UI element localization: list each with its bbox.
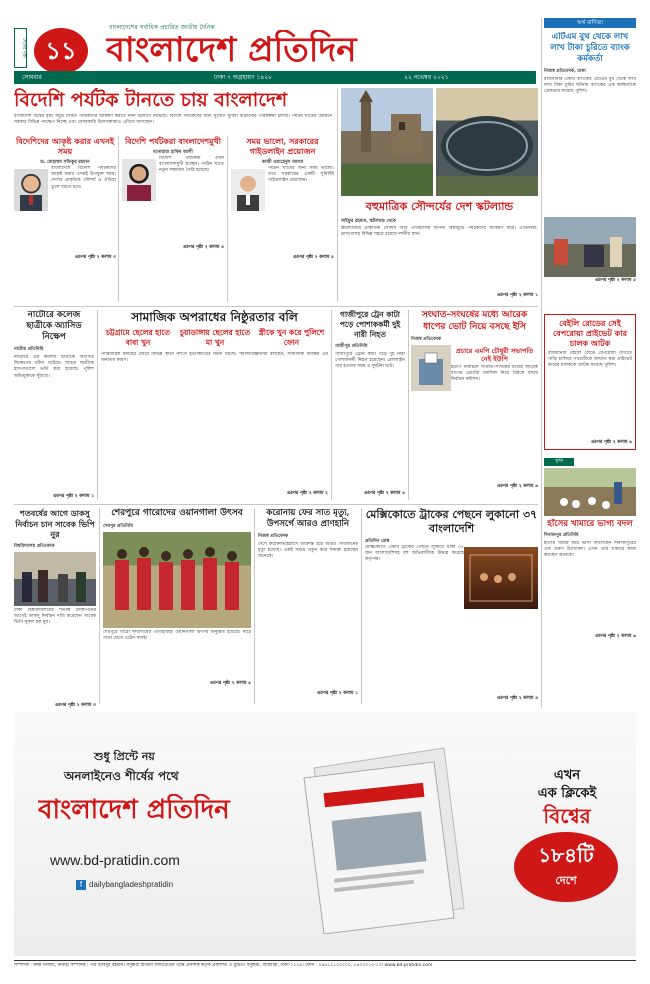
opinion-3-photo	[231, 169, 265, 211]
story-crime-sub1: চট্টগ্রামে ছেলের হাতে বাবা খুন	[105, 328, 171, 347]
sidebar-section-label: অর্থ বাণিজ্য	[544, 18, 636, 28]
story-covid-byline: নিজস্ব প্রতিবেদক	[258, 534, 289, 539]
divider	[118, 136, 119, 302]
opinion-2-photo	[122, 159, 156, 201]
story-ducsu-text: ঢাকা বিশ্ববিদ্যালয়ের শতবর্ষ উদযাপনের আগেই ডাকসু নির্বাচন দাবি করেছেন সাবেক ভিপি নুরুল হক নুর।	[14, 607, 96, 625]
scotland-photo-1	[341, 88, 433, 196]
story-train-headline: গাজীপুরে ট্রেন কাটা পড়ে পোশাককর্মী দুই নারী নিহত	[339, 310, 401, 339]
story-covid-more[interactable]: এরপর পৃষ্ঠা ২ কলাম ১	[316, 691, 358, 696]
imprint: সম্পাদক : নঈম নিজাম, নির্বাহী সম্পাদক : পীর হাবিবুর রহমান। বসুন্ধরা মিডিয়া লিমিটেডের পক্ষে প্রকাশক কর্তৃক প্রকাশিত ও মুদ্রিত। বসুন্ধরা, বারিধারা, ঢাকা-১২২৯। ফোন : ০৯৬১২১২০০০০, ৮৪০৩০১০-১৩। www.bd-pratidin.com	[14, 963, 433, 968]
ad-right-3: বিশ্বের	[543, 804, 591, 828]
opinion-2-title: বিদেশি পর্যটকরা বাংলাদেশমুখী	[124, 136, 222, 146]
story-crime-sub3: স্ত্রীকে খুন করে পুলিশে ফোন	[258, 328, 325, 347]
ad-right-1: এখন	[553, 768, 581, 783]
opinion-1-author: ড. মোহাম্মদ সফিকুর রহমান	[40, 160, 90, 165]
ad-social-handle: dailybangladeshpratidin	[89, 880, 174, 889]
portrait-figure	[122, 159, 156, 201]
gathering-illustration	[14, 552, 96, 606]
city-date: ঢাকা ৭ অগ্রহায়ণ ১৪২৮	[214, 74, 273, 81]
street-crowd-illustration	[544, 217, 636, 277]
sidebar	[544, 18, 636, 708]
opinion-1-more[interactable]: এরপর পৃষ্ঠা ২ কলাম ৩	[74, 255, 116, 260]
story-ec	[411, 310, 538, 500]
story-train-byline: গাজীপুর প্রতিনিধি	[335, 344, 368, 349]
story-acid-byline: নাটোর প্রতিনিধি	[14, 347, 44, 352]
divider	[361, 508, 362, 704]
opinion-3-author: কাজী ওয়াহেদুল আলম	[261, 160, 304, 165]
ad-line-2: অনলাইনেও শীর্ষের পথে	[64, 769, 179, 783]
divider	[14, 504, 538, 505]
scotland-byline: সাইফুর রহমান, স্কটল্যান্ড থেকে	[341, 219, 397, 224]
story-ec-text: ইউপি নির্বাচনে সংঘাত-সংঘর্ষের মধ্যেই আরেক ধাপের ভোটের তফসিল নিয়ে বৈঠকে বসছে নির্বাচন কমিশন।	[451, 365, 538, 383]
stadium-illustration	[436, 88, 538, 196]
portrait-figure	[14, 169, 48, 211]
story-ec-photo	[411, 345, 451, 391]
facebook-icon: f	[76, 880, 86, 890]
divider	[408, 310, 409, 500]
story-wangala-photo	[103, 532, 251, 628]
ad-count-badge	[514, 832, 618, 902]
story-covid-text: দেশে করোনাভাইরাসে আক্রান্ত হয়ে আরও সাতজনের মৃত্যু হয়েছে। একই সময়ে নতুন করে শনাক্ত হয়েছেন অনেকে।	[258, 542, 358, 560]
story-ec-more[interactable]: এরপর পৃষ্ঠা ২ কলাম ৬	[496, 484, 538, 489]
divider	[541, 18, 542, 708]
ad-right-2: এক ক্লিকেই	[537, 786, 597, 801]
ad-newspaper-stack	[294, 738, 474, 934]
divider	[337, 88, 338, 302]
scotland-photo-2	[436, 88, 538, 196]
dancers-illustration	[103, 532, 251, 628]
opinion-3-title: সময় ভালো, সরকারের গাইডলাইন প্রয়োজন	[246, 136, 319, 156]
sidebar-headline: এটিএম বুথ থেকে লাখ লাখ টাকা চুরিতে ব্যাংক কর্মকর্তা	[550, 32, 630, 64]
sidebar-box	[544, 314, 636, 450]
scotland-more[interactable]: এরপর পৃষ্ঠা ২ কলাম ১	[496, 293, 538, 298]
story-crime-text: পারিবারিক কলহের জেরে বিভিন্ন স্থানে নৃশংস হত্যাকাণ্ডের ঘটনা ঘটছে। সমাজবিজ্ঞানীরা বলছেন, সামাজিক অবক্ষয় এর অন্যতম কারণ।	[101, 352, 328, 364]
truck-migrants-illustration	[464, 547, 538, 609]
date-bar	[14, 71, 536, 84]
opinion-2-author: মনোয়ারা হাকিম আলী	[153, 150, 193, 155]
anniversary-logo: ১১	[34, 28, 88, 74]
lead-headline: বিদেশি পর্যটক টানতে চায় বাংলাদেশ	[14, 89, 288, 111]
agri-photo	[544, 468, 636, 516]
story-ducsu-more[interactable]: এরপর পৃষ্ঠা ২ কলাম ৩	[54, 702, 96, 708]
ballot-illustration	[411, 345, 451, 391]
story-covid	[258, 508, 358, 704]
story-crime-headline: সামাজিক অপরাধের নিষ্ঠুরতার বলি	[131, 310, 298, 324]
story-mexico-text: মেক্সিকোতে একটি ট্রাকের পেছনে লুকিয়ে থাকা ৩৭ জন বাংলাদেশিসহ বহু অভিবাসীকে উদ্ধার করেছে কর্তৃপক্ষ।	[365, 545, 464, 563]
opinion-1-photo	[14, 169, 48, 211]
ad-line-1: শুধু প্রিন্টে নয়	[94, 750, 155, 763]
ad-right-4: দেশে	[555, 874, 577, 887]
sidebar-box-headline: বেইলি রোডের সেই বেপরোয়া প্রাইভেট কার চালক আটক	[553, 318, 627, 348]
sidebar-box-text: রাজধানীর বেইলি রোডে বেপরোয়া গতিতে গাড়ি চালিয়ে পথচারীকে আঘাত করা প্রাইভেট কারের চালককে আটক করেছে পুলিশ।	[548, 351, 632, 369]
opinion-1-text: বাংলাদেশে বিদেশি পর্যটকদের আকৃষ্ট করার এখনই উপযুক্ত সময়। দেশের প্রাকৃতিক সৌন্দর্য ও ঐতিহ্য তুলে ধরতে হবে।	[51, 166, 116, 190]
tagline: বাংলাদেশের সর্বাধিক প্রচারিত জাতীয় দৈনিক	[109, 24, 215, 31]
sidebar-text: রাজধানীর একটি ব্যাংকের এটিএম বুথ থেকে লাখ লাখ টাকা চুরির ঘটনায় ব্যাংকের এক কর্মকর্তাকে গ্রেফতার করেছে পুলিশ।	[544, 77, 636, 95]
story-mexico	[365, 508, 538, 704]
story-mexico-byline: প্রতিদিন ডেস্ক	[365, 539, 390, 544]
opinion-3-more[interactable]: এরপর পৃষ্ঠা ২ কলাম ৫	[292, 255, 334, 260]
story-ducsu-photo	[14, 552, 96, 606]
opinion-2	[122, 136, 224, 302]
sidebar-photo	[544, 217, 636, 277]
story-ducsu	[14, 508, 96, 708]
ad-url[interactable]: www.bd-pratidin.com	[50, 852, 180, 868]
agri-text: হাঁসের খামার করে ভাগ্য বদলেছেন দিনাজপুরের এক তরুণ উদ্যোক্তা। এখন তার খামারে কাজ করছেন অনেকে।	[544, 541, 636, 559]
sidebar-byline: নিজস্ব প্রতিবেদক, ঢাকা	[544, 69, 586, 74]
newspaper-stack-illustration	[294, 738, 474, 934]
masthead	[14, 18, 536, 81]
divider	[227, 136, 228, 302]
story-wangala-headline: শেরপুরে গারোদের ওয়ানগালা উৎসব	[111, 508, 243, 518]
story-ec-byline: নিজস্ব প্রতিবেদক	[411, 337, 442, 342]
story-wangala-text: শেরপুরে গারো সম্প্রদায়ের ঐতিহ্যবাহী ওয়ানগালা উৎসব অনুষ্ঠিত হয়েছে। নাচে গানে মেতে ওঠেন সবাই।	[103, 629, 251, 641]
story-acid	[14, 310, 94, 500]
sidebar-more[interactable]: এরপর পৃষ্ঠা ২ কলাম ৫	[594, 278, 636, 283]
agri-headline: হাঁসের খামারে ভাগ্য বদল	[547, 519, 633, 529]
story-wangala-byline: শেরপুর প্রতিনিধি	[103, 523, 133, 529]
story-ducsu-byline: বিশ্ববিদ্যালয় প্রতিবেদক	[14, 543, 55, 549]
ad-count: ১৮৪টি	[538, 843, 594, 867]
agri-more[interactable]: এরপর পৃষ্ঠা ২ কলাম ৬	[594, 634, 636, 639]
story-ec-promo: প্রচারে এমপি চৌধুরী সভাপতি নেই ইউপি	[455, 347, 534, 363]
story-mexico-photo	[464, 547, 538, 609]
duck-farm-illustration	[544, 468, 636, 516]
story-mexico-headline: মেক্সিকোতে ট্রাকের পেছনে লুকানো ৩৭ বাংলাদেশি	[365, 508, 538, 535]
opinion-2-more[interactable]: এরপর পৃষ্ঠা ২ কলাম ৪	[182, 245, 224, 250]
story-mexico-more[interactable]: এরপর পৃষ্ঠা ২ কলাম ৪	[496, 696, 538, 701]
divider	[254, 508, 255, 704]
story-train	[335, 310, 405, 500]
story-acid-text: নাটোরে এক কলেজ ছাত্রীকে অ্যাসিড নিক্ষেপের ঘটনা ঘটেছে। আহত ছাত্রীকে হাসপাতালে ভর্তি করা হয়েছে। পুলিশ অভিযুক্তকে খুঁজছে।	[14, 355, 94, 379]
divider	[99, 508, 100, 704]
advertisement	[14, 712, 636, 956]
castle-illustration	[341, 88, 433, 196]
agri-label: কৃষি	[544, 458, 574, 466]
day: সোমবার	[22, 74, 42, 81]
story-train-more[interactable]: এরপর পৃষ্ঠা ২ কলাম ৪	[363, 491, 405, 496]
story-ducsu-headline: শতবর্ষের আগে ডাকসু নির্বাচন চান সাবেক ভিপি নুর	[15, 508, 95, 539]
opinion-3	[231, 136, 334, 302]
opinion-3-text: পর্যটন খাতের জন্য সময় ভালো। তবে সরকারের একটি সুনির্দিষ্ট গাইডলাইন প্রয়োজন।	[268, 166, 334, 184]
scotland-headline: বহুমাত্রিক সৌন্দর্যের দেশ স্কটল্যান্ড	[365, 200, 514, 213]
portrait-figure	[231, 169, 265, 211]
ad-social[interactable]	[76, 880, 276, 890]
story-crime	[101, 310, 328, 500]
opinion-2-text: বিদেশি পর্যটকরা এখন বাংলাদেশমুখী হচ্ছেন। পর্যটন খাতে নতুন সম্ভাবনা তৈরি হয়েছে।	[159, 156, 224, 174]
sidebar-box-more[interactable]: এরপর পৃষ্ঠা ২ কলাম ৬	[590, 440, 632, 445]
opinion-1-title: বিদেশিদের আকৃষ্ট করার এখনই সময়	[15, 136, 115, 156]
story-crime-sub2: চুয়াডাঙ্গায় ছেলের হাতে মা খুন	[179, 328, 251, 347]
divider	[97, 310, 98, 500]
divider	[331, 310, 332, 500]
scotland-text: স্কটল্যান্ডের প্রাকৃতিক সৌন্দর্য আর ঐতিহাসিক স্থাপনা বিশ্বজুড়ে পর্যটকদের আকর্ষণ করে। এডিনবরা, গ্লাসগোসহ বিভিন্ন শহরে রয়েছে দর্শনীয় স্থান।	[341, 226, 538, 238]
story-acid-more[interactable]: এরপর পৃষ্ঠা ২ কলাম ১	[52, 494, 94, 499]
agri-byline: দিনাজপুর প্রতিনিধি	[544, 533, 579, 538]
ad-brand: বাংলাদেশ প্রতিদিন	[38, 795, 230, 825]
story-crime-more[interactable]: এরপর পৃষ্ঠা ২ কলাম ২	[286, 491, 328, 496]
story-acid-headline: নাটোরে কলেজ ছাত্রীকে অ্যাসিড নিক্ষেপ	[26, 310, 82, 342]
story-ec-headline: সংঘাত-সংঘর্ষের মধ্যে আরেক ধাপের ভোট নিয়ে বসছে ইসি	[421, 310, 528, 332]
story-wangala	[103, 508, 251, 704]
page-label: শেষের পৃষ্ঠা	[14, 28, 27, 68]
opinion-1	[14, 136, 116, 302]
lead-body: বাংলাদেশ বিশ্বের বৃহৎ সমুদ্র সৈকত পর্যটকদের আকর্ষণ করতে নানা উদ্যোগ নিয়েছে। বিদেশি পর্যটকদের জন্য সুযোগ সুবিধা বাড়ানোর পরিকল্পনা চলছে। পর্যটন খাতের উন্নয়নে সরকার বিভিন্ন পদক্ষেপ নিচ্ছে এবং বেসরকারি উদ্যোক্তারাও এগিয়ে আসছেন।	[14, 114, 332, 126]
story-covid-headline: করোনায় ফের সাত মৃত্যু, উপসর্গে আরও প্রাণহানি	[266, 508, 350, 529]
divider	[14, 960, 636, 961]
masthead-title: বাংলাদেশ প্রতিদিন	[106, 30, 357, 70]
divider	[14, 306, 538, 307]
story-train-text: গাজীপুরে ট্রেনে কাটা পড়ে দুই নারী পোশাককর্মী নিহত হয়েছেন। রেললাইন পার হওয়ার সময় এ দুর্ঘটনা ঘটে।	[335, 352, 405, 370]
story-wangala-more[interactable]: এরপর পৃষ্ঠা ২ কলাম ৫	[209, 680, 251, 686]
date-en: ২২ নভেম্বর ২০২১	[404, 74, 449, 81]
